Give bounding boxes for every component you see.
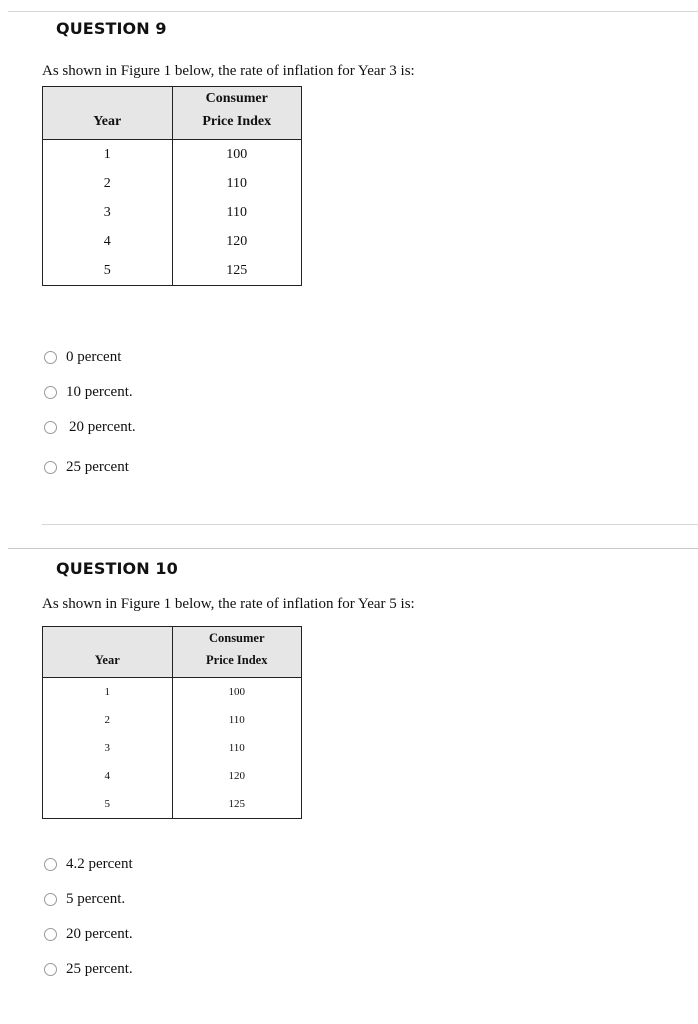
answer-option[interactable] (44, 459, 129, 476)
table-row (43, 140, 302, 170)
table-row (43, 678, 302, 707)
question-heading: QUESTION 9 (56, 19, 167, 38)
year-cell: 5 (104, 798, 110, 810)
radio-button-icon[interactable] (44, 351, 57, 364)
answer-option[interactable] (44, 349, 121, 366)
year-cell: 2 (103, 176, 111, 191)
option-label: 25 percent (66, 459, 129, 475)
table-row (43, 227, 302, 256)
table-row (43, 169, 302, 198)
option-label: 20 percent. (69, 419, 136, 435)
radio-button-icon[interactable] (44, 928, 57, 941)
column-header-cpi: Consumer Price Index (172, 627, 302, 678)
cpi-cell: 100 (172, 140, 302, 170)
table-row (43, 762, 302, 790)
question-heading: QUESTION 10 (56, 559, 178, 578)
question-divider (42, 524, 698, 525)
answer-option[interactable] (44, 961, 133, 978)
cpi-cell: 110 (172, 198, 302, 227)
cpi-cell: 125 (172, 790, 302, 819)
year-cell: 4 (104, 770, 110, 782)
year-cell: 3 (104, 742, 110, 754)
cpi-cell: 100 (172, 678, 302, 707)
section-divider (8, 548, 698, 549)
column-header-year: Year (43, 87, 173, 140)
year-cell: 4 (103, 234, 111, 249)
radio-button-icon[interactable] (44, 386, 57, 399)
cpi-cell: 110 (172, 169, 302, 198)
year-cell: 2 (104, 714, 110, 726)
cpi-table (42, 86, 302, 286)
option-label: 20 percent. (66, 926, 133, 942)
radio-button-icon[interactable] (44, 893, 57, 906)
table-row (43, 790, 302, 819)
cpi-cell: 110 (172, 734, 302, 762)
table-row (43, 734, 302, 762)
column-header-year: Year (43, 627, 173, 678)
table-row (43, 706, 302, 734)
cpi-table (42, 626, 302, 819)
cpi-cell: 110 (172, 706, 302, 734)
radio-button-icon[interactable] (44, 461, 57, 474)
radio-button-icon[interactable] (44, 963, 57, 976)
question-prompt: As shown in Figure 1 below, the rate of inflation for Year 5 is: (42, 596, 415, 612)
option-label: 10 percent. (66, 384, 133, 400)
table-row (43, 256, 302, 286)
answer-option[interactable] (44, 384, 133, 401)
option-label: 0 percent (66, 349, 122, 365)
answer-option[interactable] (44, 856, 133, 873)
column-header-cpi: Consumer Price Index (172, 87, 302, 140)
option-label: 4.2 percent (66, 856, 133, 872)
radio-button-icon[interactable] (44, 858, 57, 871)
cpi-cell: 125 (172, 256, 302, 286)
answer-option[interactable] (44, 891, 125, 908)
table-row (43, 198, 302, 227)
option-label: 5 percent. (66, 891, 126, 907)
question-prompt: As shown in Figure 1 below, the rate of inflation for Year 3 is: (42, 63, 415, 79)
year-cell: 1 (104, 686, 110, 698)
answer-option[interactable] (44, 926, 133, 943)
top-divider (8, 11, 698, 12)
year-cell: 1 (103, 147, 111, 162)
radio-button-icon[interactable] (44, 421, 57, 434)
cpi-cell: 120 (172, 227, 302, 256)
answer-option[interactable] (44, 419, 136, 436)
option-label: 25 percent. (66, 961, 133, 977)
year-cell: 5 (103, 263, 111, 278)
cpi-cell: 120 (172, 762, 302, 790)
year-cell: 3 (103, 205, 111, 220)
